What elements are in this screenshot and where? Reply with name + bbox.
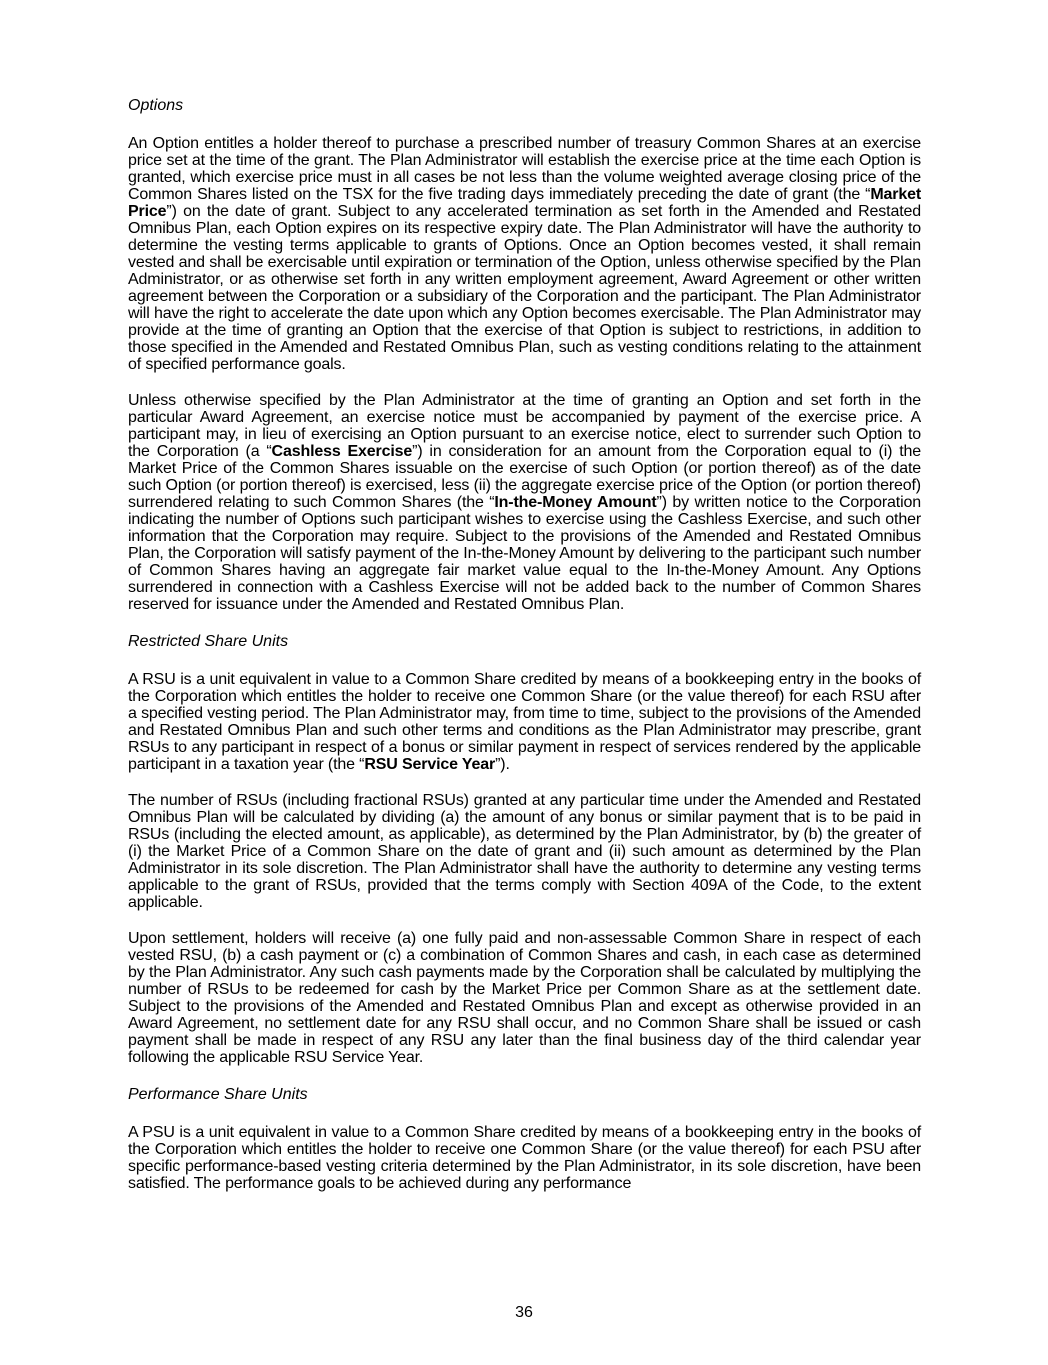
options-heading: Options bbox=[128, 97, 184, 114]
options-paragraph-2: Unless otherwise specified by the Plan Administrator at the time of granting an Option and set forth in the particular Award Agreement, an exercise notice must be accompanied by payment of the exercise price. A participant may, in lieu of exercising an Option pursuant to an exercise notice, elect to surrender such Option to the Corporation (a “Cashless Exercise”) in consideration for an amount from the Corporation equal to (i) the Market Price of the Common Shares issuable on the exercise of such Option (or portion thereof) as of the date such Option (or portion thereof) is exercised, less (ii) the aggregate exercise price of the Option (or portion thereof) surrendered relating to such Common Shares (the “In-the-Money Amount”) by written notice to the Corporation indicating the number of Options such participant wishes to exercise using the Cashless Exercise, and such other information that the Corporation may require. Subject to the provisions of the Amended and Restated Omnibus Plan, the Corporation will satisfy payment of the In-the-Money Amount by delivering to the participant such number of Common Shares having an aggregate fair market value equal to the In-the-Money Amount. Any Options surrendered in connection with a Cashless Exercise will not be added back to the number of Common Shares reserved for issuance under the Amended and Restated Omnibus Plan. bbox=[128, 392, 921, 613]
rsu-paragraph-2: The number of RSUs (including fractional RSUs) granted at any particular time under the Amended and Restated Omnibus Plan will be calculated by dividing (a) the amount of any bonus or similar payment that is to be paid in RSUs (including the elected amount, as applicable), as determined by the Plan Administrator, by (b) the greater of (i) the Market Price of a Common Share on the date of grant and (ii) such amount as determined by the Plan Administrator in its sole discretion. The Plan Administrator shall have the authority to determine any vesting terms applicable to the grant of RSUs, provided that the terms comply with Section 409A of the Code, to the extent applicable. bbox=[128, 792, 921, 911]
psu-paragraph-1: A PSU is a unit equivalent in value to a Common Share credited by means of a bookkeeping entry in the books of the Corporation which entitles the holder to receive one Common Share (or the value thereof) for each PSU after specific performance-based vesting criteria determined by the Plan Administrator, in its sole discretion, have been satisfied. The performance goals to be achieved during any performance bbox=[128, 1124, 921, 1192]
term-rsu-service-year: RSU Service Year bbox=[364, 756, 496, 773]
psu-heading: Performance Share Units bbox=[128, 1086, 308, 1103]
rsu-heading: Restricted Share Units bbox=[128, 633, 289, 650]
rsu-paragraph-1: A RSU is a unit equivalent in value to a Common Share credited by means of a bookkeeping entry in the books of the Corporation which entitles the holder to receive one Common Share (or the value thereof) for each RSU after a specified vesting period. The Plan Administrator may, from time to time, subject to the provisions of the Amended and Restated Omnibus Plan and such other terms and conditions as the Plan Administrator may prescribe, grant RSUs to any participant in respect of a bonus or similar payment in respect of services rendered by the applicable participant in a taxation year (the “RSU Service Year”). bbox=[128, 671, 921, 773]
rsu-paragraph-3: Upon settlement, holders will receive (a) one fully paid and non-assessable Common Share in respect of each vested RSU, (b) a cash payment or (c) a combination of Common Shares and cash, in each case as determined by the Plan Administrator. Any such cash payments made by the Corporation shall be calculated by multiplying the number of RSUs to be redeemed for cash by the Market Price per Common Share as at the settlement date. Subject to the provisions of the Amended and Restated Omnibus Plan and except as otherwise provided in an Award Agreement, no settlement date for any RSU shall occur, and no Common Share shall be issued or cash payment shall be made in respect of any RSU any later than the final business day of the third calendar year following the applicable RSU Service Year. bbox=[128, 930, 921, 1066]
term-in-the-money-amount: In-the-Money Amount bbox=[494, 494, 657, 511]
term-cashless-exercise: Cashless Exercise bbox=[271, 443, 413, 460]
page-number: 36 bbox=[515, 1304, 533, 1321]
document-page bbox=[128, 96, 921, 1211]
options-paragraph-1: An Option entitles a holder thereof to purchase a prescribed number of treasury Common Shares at an exercise price set at the time of the grant. The Plan Administrator will establish the exercise price at the time each Option is granted, which exercise price must in all cases be not less than the volume weighted average closing price of the Common Shares listed on the TSX for the five trading days immediately preceding the date of grant (the “Market Price”) on the date of grant. Subject to any accelerated termination as set forth in the Amended and Restated Omnibus Plan, each Option expires on its respective expiry date. The Plan Administrator will have the authority to determine the vesting terms applicable to grants of Options. Once an Option becomes vested, it shall remain vested and shall be exercisable until expiration or termination of the Option, unless otherwise specified by the Plan Administrator, or as otherwise set forth in any written employment agreement, Award Agreement or other written agreement between the Corporation or a subsidiary of the Corporation and the participant. The Plan Administrator will have the right to accelerate the date upon which any Option becomes exercisable. The Plan Administrator may provide at the time of granting an Option that the exercise of that Option is subject to restrictions, in addition to those specified in the Amended and Restated Omnibus Plan, such as vesting conditions relating to the attainment of specified performance goals. bbox=[128, 135, 921, 373]
term-market-price: Market Price bbox=[128, 186, 921, 220]
